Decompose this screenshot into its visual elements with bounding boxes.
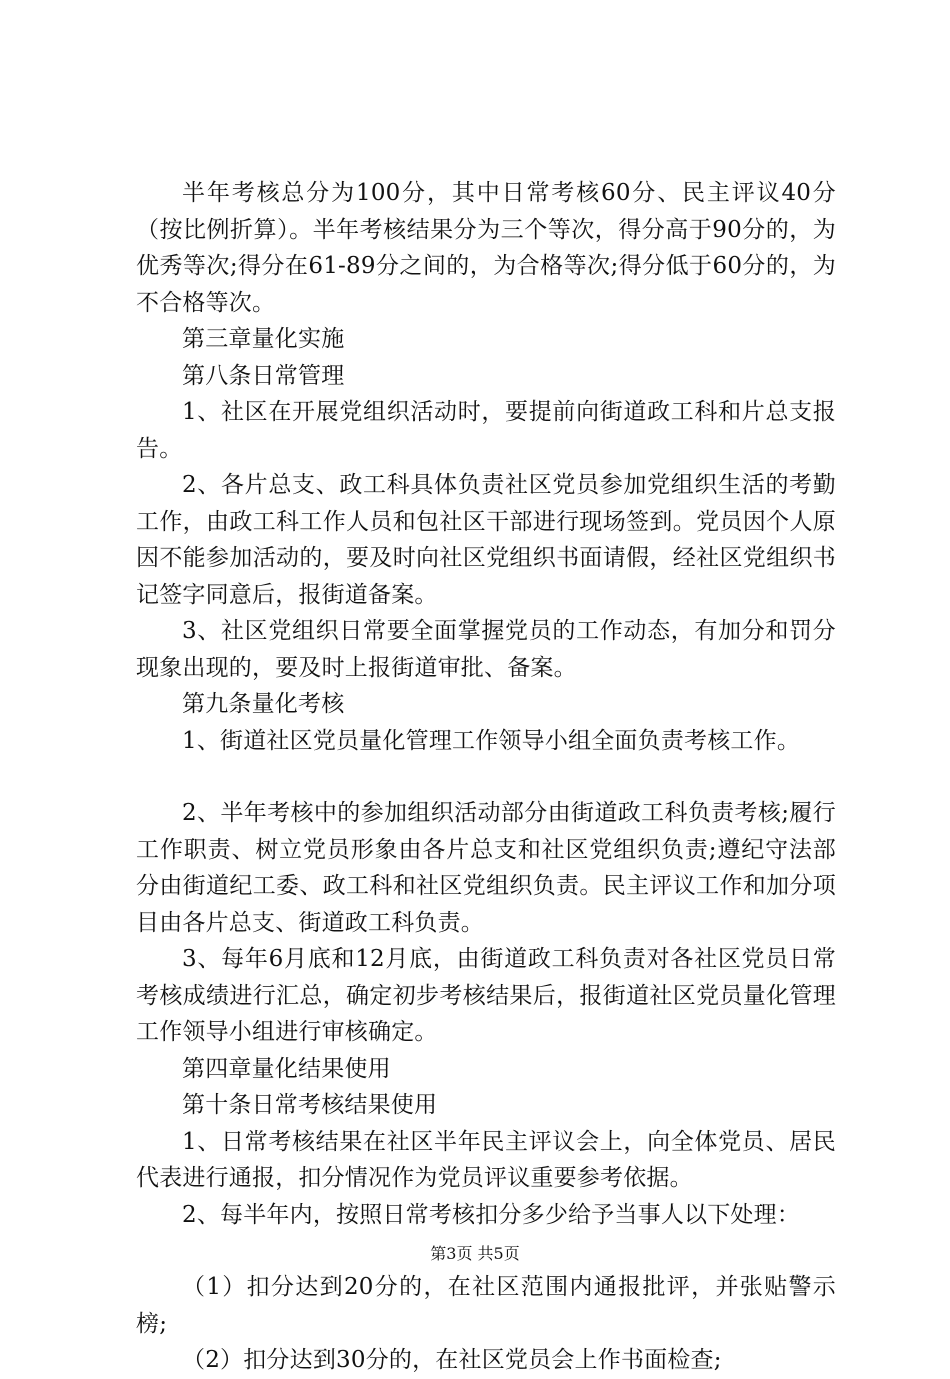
article-ten-heading: 第十条日常考核结果使用	[182, 1092, 438, 1118]
paragraph-article-eight-item-2: 2、各片总支、政工科具体负责社区党员参加党组织生活的考勤工作，由政工科工作人员和包社区干部进行现场签到。党员因个人原因不能参加活动的，要及时向社区党组织书面请假，经社区党组织书记签字同意后，报街道备案。	[136, 472, 836, 608]
article-eight-heading: 第八条日常管理	[182, 362, 345, 389]
paragraph-article-eight-item-3: 3、社区党组织日常要全面掌握党员的工作动态，有加分和罚分现象出现的，要及时上报街道审批、备案。	[136, 618, 836, 681]
paragraph-article-nine-item-3: 3、每年6月底和12月底，由街道政工科负责对各社区党员日常考核成绩进行汇总，确定初步考核结果后，报街道社区党员量化管理工作领导小组进行审核确定。	[136, 946, 836, 1045]
paragraph-article-nine-item-2: 2、半年考核中的参加组织活动部分由街道政工科负责考核;履行工作职责、树立党员形象由各片总支和社区党组织负责;遵纪守法部分由街道纪工委、政工科和社区党组织负责。民主评议工作和加分项目由各片总支、街道政工科负责。	[136, 800, 836, 936]
paragraph-penalty-item-1: （1）扣分达到20分的，在社区范围内通报批评，并张贴警示榜;	[136, 1274, 836, 1337]
chapter-four-heading: 第四章量化结果使用	[182, 1055, 391, 1082]
paragraph-score-summary: 半年考核总分为100分，其中日常考核60分、民主评议40分（按比例折算）。半年考核结果分为三个等次，得分高于90分的，为优秀等次;得分在61-89分之间的，为合格等次;得分低于60分的，为不合格等次。	[136, 180, 836, 316]
paragraph-article-eight-item-1: 1、社区在开展党组织活动时，要提前向街道政工科和片总支报告。	[136, 399, 836, 462]
paragraph-article-ten-item-2: 2、每半年内，按照日常考核扣分多少给予当事人以下处理：	[182, 1201, 801, 1228]
article-nine-heading: 第九条量化考核	[182, 691, 345, 717]
blank-line	[136, 759, 836, 795]
paragraph-article-nine-item-1: 1、街道社区党员量化管理工作领导小组全面负责考核工作。	[182, 727, 801, 754]
document-body	[136, 175, 836, 1379]
paragraph-article-ten-item-1: 1、日常考核结果在社区半年民主评议会上，向全体党员、居民代表进行通报，扣分情况作为党员评议重要参考依据。	[136, 1128, 836, 1191]
chapter-three-heading: 第三章量化实施	[182, 326, 345, 352]
page-number-footer: 第3页 共5页	[430, 1244, 520, 1263]
paragraph-penalty-item-2: （2）扣分达到30分的，在社区党员会上作书面检查;	[182, 1347, 722, 1373]
